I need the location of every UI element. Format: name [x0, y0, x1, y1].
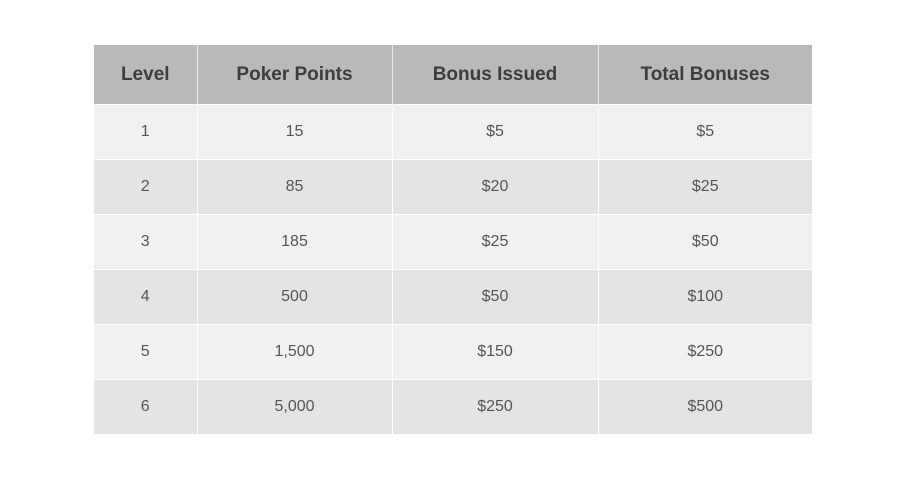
- cell-level: 1: [94, 105, 197, 160]
- cell-total-bonuses: $25: [598, 160, 812, 215]
- cell-bonus-issued: $50: [392, 270, 598, 325]
- cell-poker-points: 15: [197, 105, 392, 160]
- cell-bonus-issued: $25: [392, 215, 598, 270]
- cell-bonus-issued: $5: [392, 105, 598, 160]
- table-row: [94, 215, 812, 270]
- cell-bonus-issued: $250: [392, 380, 598, 435]
- cell-poker-points: 5,000: [197, 380, 392, 435]
- cell-total-bonuses: $500: [598, 380, 812, 435]
- cell-bonus-issued: $20: [392, 160, 598, 215]
- cell-bonus-issued: $150: [392, 325, 598, 380]
- table-row: [94, 325, 812, 380]
- cell-poker-points: 185: [197, 215, 392, 270]
- cell-level: 3: [94, 215, 197, 270]
- header-bonus-issued: Bonus Issued: [392, 45, 598, 105]
- cell-total-bonuses: $250: [598, 325, 812, 380]
- cell-poker-points: 1,500: [197, 325, 392, 380]
- bonus-levels-table: [94, 45, 812, 434]
- table-row: [94, 270, 812, 325]
- cell-total-bonuses: $50: [598, 215, 812, 270]
- cell-level: 4: [94, 270, 197, 325]
- cell-level: 2: [94, 160, 197, 215]
- cell-total-bonuses: $5: [598, 105, 812, 160]
- table-row: [94, 380, 812, 435]
- cell-poker-points: 500: [197, 270, 392, 325]
- table-row: [94, 105, 812, 160]
- header-total-bonuses: Total Bonuses: [598, 45, 812, 105]
- header-poker-points: Poker Points: [197, 45, 392, 105]
- table-header: [94, 45, 812, 105]
- cell-level: 6: [94, 380, 197, 435]
- cell-level: 5: [94, 325, 197, 380]
- cell-poker-points: 85: [197, 160, 392, 215]
- table-body: [94, 105, 812, 435]
- cell-total-bonuses: $100: [598, 270, 812, 325]
- table-row: [94, 160, 812, 215]
- header-level: Level: [94, 45, 197, 105]
- header-row: [94, 45, 812, 105]
